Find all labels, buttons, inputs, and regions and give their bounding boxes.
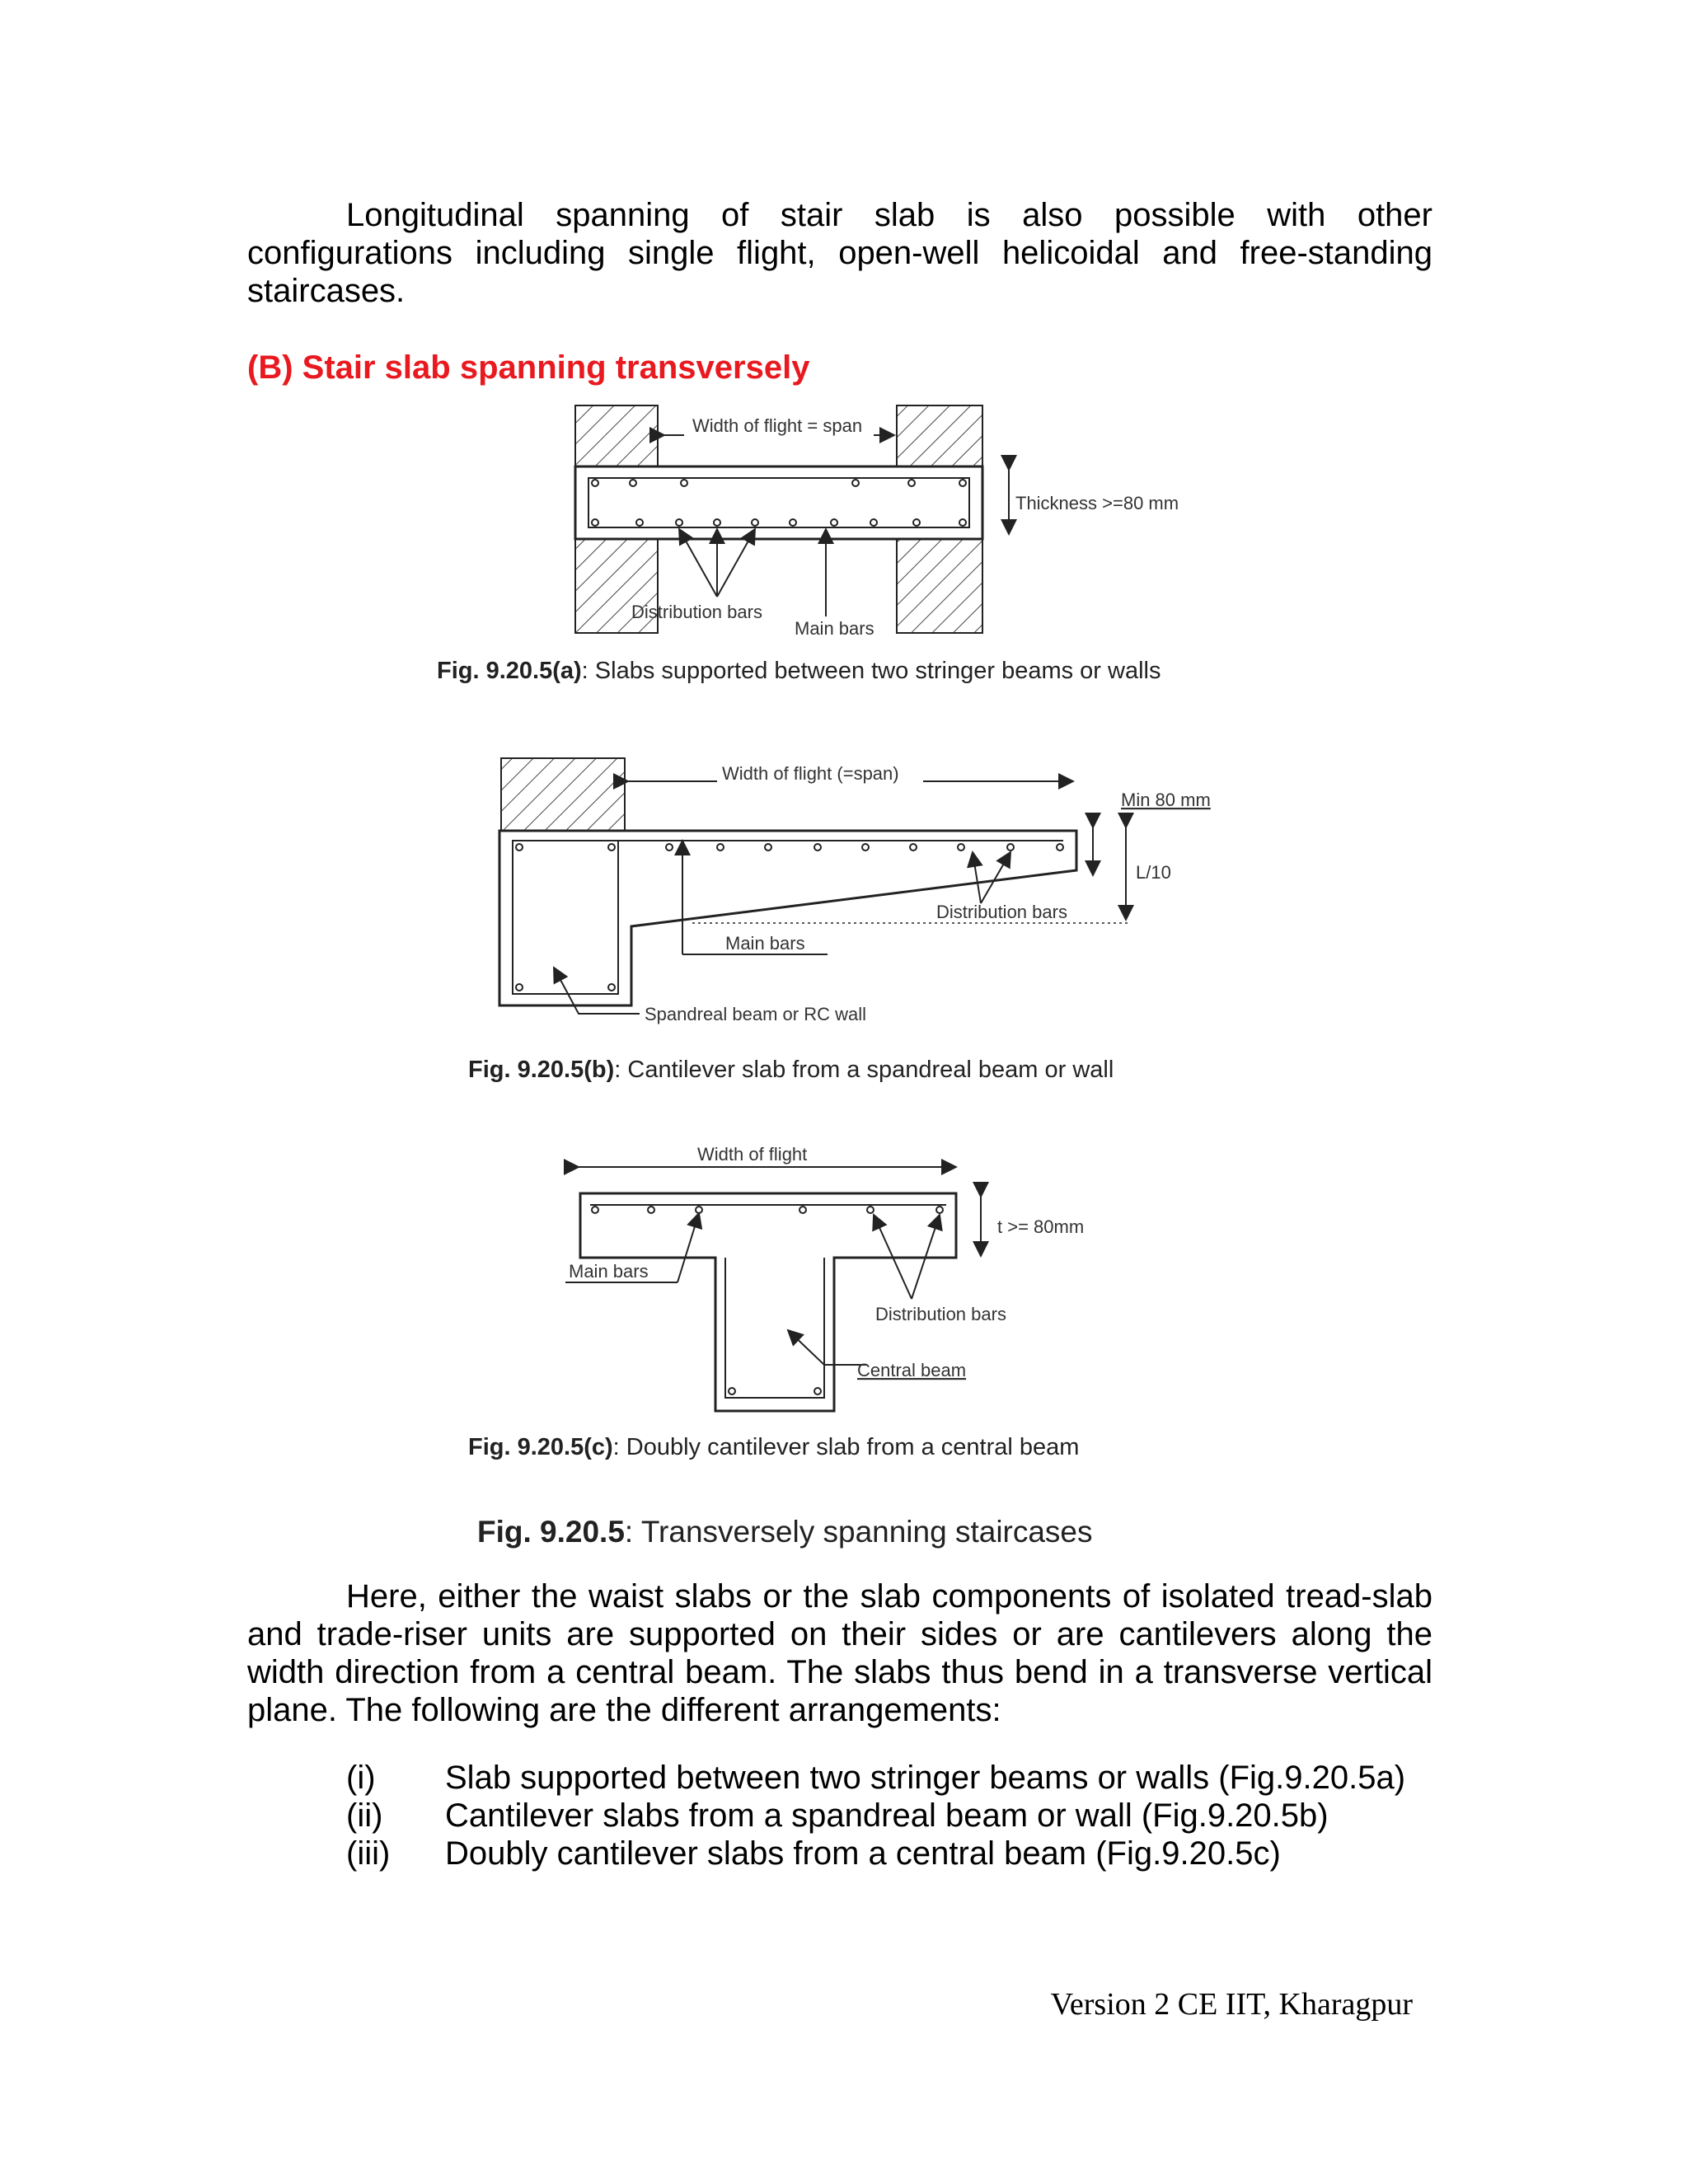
fig-c-distribution-label: Distribution bars [875, 1304, 1006, 1324]
fig-c-caption: Fig. 9.20.5(c): Doubly cantilever slab from a central beam [468, 1434, 1080, 1460]
figure-9-20-5a [560, 396, 1220, 643]
fig-b-l10-label: L/10 [1136, 862, 1171, 883]
fig-b-main-label: Main bars [725, 933, 805, 954]
fig-a-main-label: Main bars [795, 618, 874, 639]
fig-b-distribution-label: Distribution bars [936, 902, 1067, 922]
body-text: Here, either the waist slabs or the slab components of isolated tread-slab and trade-riser units are supported on their sides or are cantilevers along the width direction from a central beam. The slabs thus bend in a transverse vertical plane. The following are the different arrangements: [247, 1578, 1432, 1728]
intro-paragraph [247, 196, 1432, 310]
fig-a-width-label: Width of flight = span [692, 415, 863, 436]
fig-c-main-label: Main bars [569, 1261, 649, 1282]
fig-b-width-label: Width of flight (=span) [722, 763, 899, 784]
arrangements-list [346, 1759, 1405, 1872]
body-paragraph [247, 1577, 1432, 1729]
intro-text: Longitudinal spanning of stair slab is also possible with other configurations including single flight, open-well helicoidal and free-standing staircases. [247, 197, 1432, 309]
list-item: (iii) Doubly cantilever slabs from a central beam (Fig.9.20.5c) [346, 1835, 1281, 1872]
fig-b-min-label: Min 80 mm [1121, 790, 1211, 810]
fig-c-central-label: Central beam [857, 1360, 967, 1380]
section-heading: (B) Stair slab spanning transversely [247, 349, 810, 386]
fig-c-width-label: Width of flight [697, 1144, 808, 1165]
list-item: (i) Slab supported between two stringer beams or walls (Fig.9.20.5a) [346, 1760, 1406, 1796]
figure-9-20-5b [486, 742, 1228, 1038]
fig-a-distribution-label: Distribution bars [631, 602, 762, 622]
figure-9-20-5c [552, 1137, 1129, 1418]
fig-main-caption: Fig. 9.20.5: Transversely spanning staircases [477, 1515, 1093, 1549]
fig-a-caption: Fig. 9.20.5(a): Slabs supported between two stringer beams or walls [437, 658, 1161, 684]
list-item: (ii) Cantilever slabs from a spandreal beam or wall (Fig.9.20.5b) [346, 1797, 1329, 1834]
fig-a-thickness-label: Thickness >=80 mm [1015, 493, 1179, 513]
page-footer: Version 2 CE IIT, Kharagpur [1050, 1987, 1413, 2022]
fig-b-caption: Fig. 9.20.5(b): Cantilever slab from a spandreal beam or wall [468, 1057, 1114, 1083]
fig-b-spandrel-label: Spandreal beam or RC wall [645, 1004, 867, 1024]
fig-c-thickness-label: t >= 80mm [997, 1216, 1085, 1237]
